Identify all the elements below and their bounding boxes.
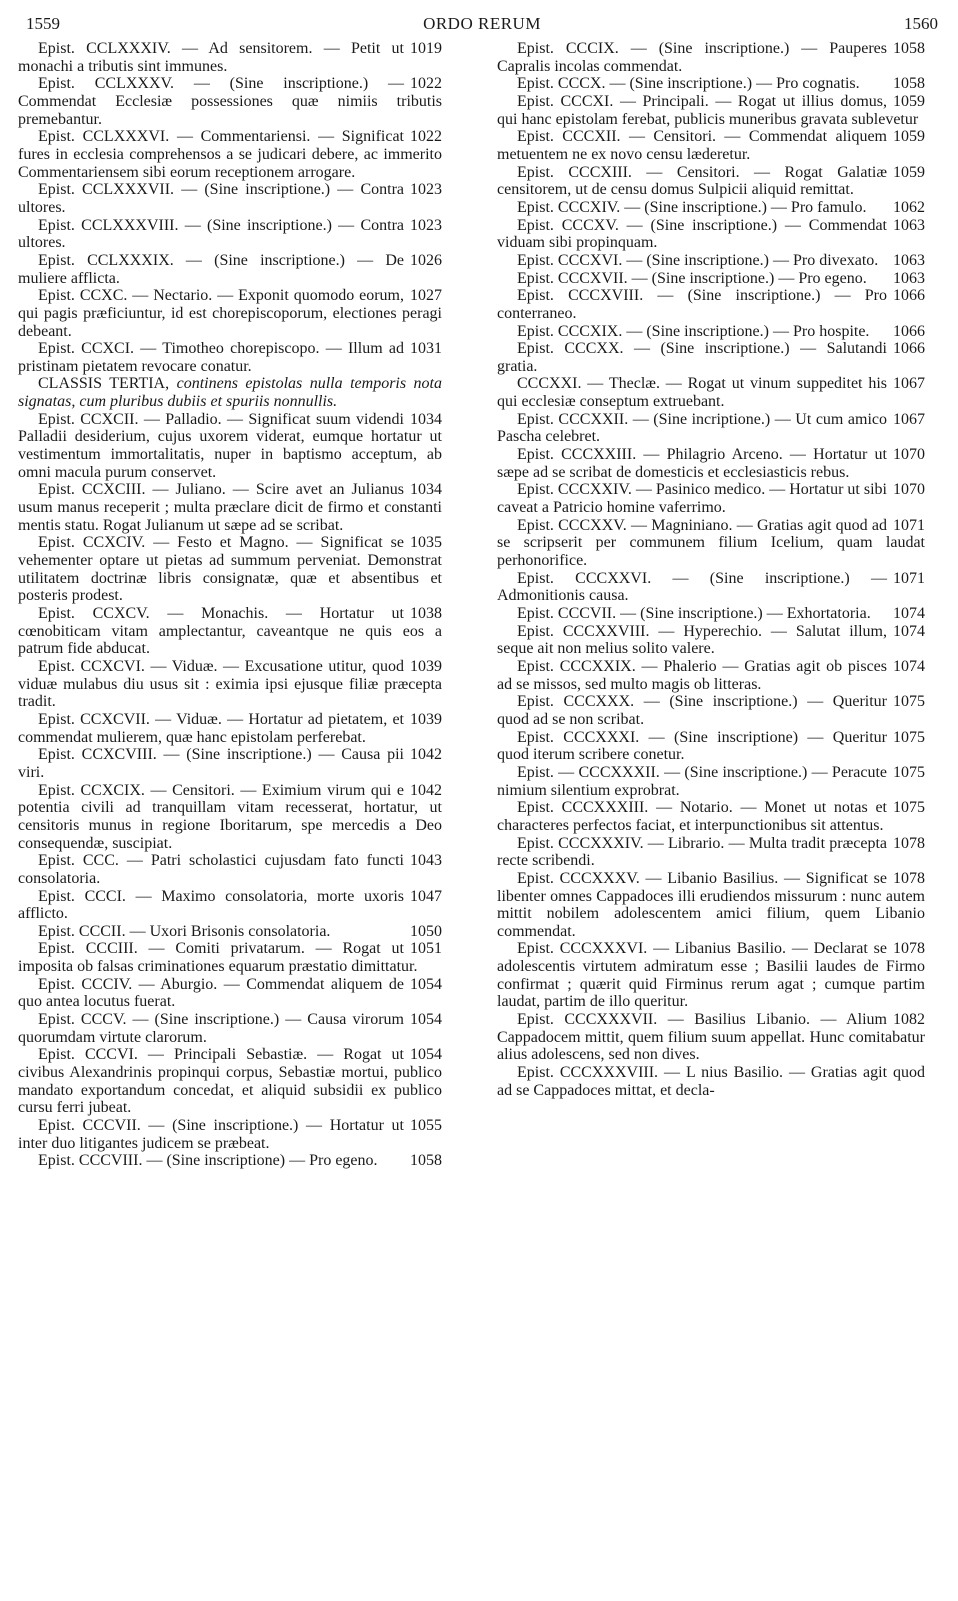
- entry-page-number: 1071: [893, 569, 925, 587]
- index-entry: [18, 1117, 442, 1152]
- entry-page-number: 1054: [410, 1011, 442, 1029]
- entry-text: Epist. CCLXXXV. — (Sine inscriptione.) — Commendat Ecclesiæ possessiones quæ nimiis tributis premebantur.: [18, 75, 442, 128]
- page-number-right: 1560: [904, 14, 938, 33]
- index-entry: [18, 1152, 442, 1170]
- entry-page-number: 1039: [410, 657, 442, 675]
- index-entry: [18, 711, 442, 746]
- entry-page-number: 1059: [893, 163, 925, 181]
- entry-text: Epist. CCLXXXVIII. — (Sine inscriptione.) — Contra ultores.: [18, 216, 404, 252]
- entry-text: Epist. CCCXIII. — Censitori. — Rogat Galatiæ censitorem, ut de censu domus Sulpicii aliquid remittat.: [497, 163, 887, 199]
- entry-page-number: 1067: [893, 410, 925, 428]
- entry-text: Epist. CCCXXVI. — (Sine inscriptione.) — Admonitionis causa.: [497, 569, 887, 605]
- entry-page-number: 1042: [410, 781, 442, 799]
- index-entry: [497, 729, 925, 764]
- entry-text: Epist. CCCVII. — (Sine inscriptione.) — Exhortatoria.: [517, 605, 871, 622]
- entry-text: Epist. CCLXXXIX. — (Sine inscriptione.) — De muliere afflicta.: [18, 251, 404, 287]
- entry-text: Epist. CCCVIII. — (Sine inscriptione) — Pro egeno.: [38, 1152, 378, 1170]
- entry-text: Epist. CCCXXIX. — Phalerio — Gratias agit ob pisces ad se missos, sed multo magis ob litteras.: [497, 657, 887, 693]
- entry-text: Epist. CCCIV. — Aburgio. — Commendat aliquem de quo antea locutus fuerat.: [18, 975, 404, 1011]
- entry-page-number: 1078: [893, 940, 925, 958]
- entry-page-number: 1058: [893, 75, 925, 93]
- entry-page-number: 1038: [410, 605, 442, 622]
- index-entry: [497, 517, 925, 570]
- index-entry: [18, 481, 442, 534]
- entry-text: Epist. CCCXIV. — (Sine inscriptione.) — Pro famulo.: [517, 198, 867, 216]
- entry-page-number: 1059: [893, 128, 925, 146]
- entry-page-number: 1055: [410, 1117, 442, 1135]
- index-entry: [18, 252, 442, 287]
- entry-text: Epist. CCCXVI. — (Sine inscriptione.) — Pro divexato.: [517, 251, 879, 269]
- entry-text: Epist. CCCXI. — Principali. — Rogat ut illius domus, qui hanc epistolam ferebat, publicis muneribus gravata sublevetur: [497, 92, 919, 128]
- index-entry: [497, 693, 925, 728]
- entry-text: Epist. — CCCXXXII. — (Sine inscriptione.) — Peracute nimium silentium exprobrat.: [497, 763, 887, 799]
- index-entry: [18, 75, 442, 128]
- entry-text: Epist. CCLXXXVI. — Commentariensi. — Significat fures in ecclesia comprehensos a se judicari debere, ac immerito Commentariensem sibi eorum receptionem arrogare.: [18, 128, 442, 181]
- entry-text: Epist. CCCXXXI. — (Sine inscriptione) — Queritur quod iterum scribere conetur.: [497, 728, 887, 764]
- entry-page-number: 1075: [893, 763, 925, 781]
- index-entry: [497, 764, 925, 799]
- index-entry: [18, 782, 442, 853]
- entry-page-number: 1062: [893, 198, 925, 216]
- index-entry: [497, 323, 925, 341]
- entry-text: Epist. CCCXXXVII. — Basilius Libanio. — Alium Cappadocem mittit, quem filium suum appellat. Hunc comitabatur alius adolescens, sed non dives.: [497, 1011, 925, 1064]
- index-entry: [18, 852, 442, 887]
- entry-page-number: 1034: [410, 481, 442, 499]
- entry-page-number: 1063: [893, 269, 925, 287]
- entry-text: Epist. CCCIX. — (Sine inscriptione.) — Pauperes Capralis incolas commendat.: [497, 40, 887, 75]
- entry-italic-text: continens epistolas nulla temporis nota signatas, cum pluribus dubiis et spuriis nonnullis.: [18, 375, 443, 411]
- index-entry: [497, 658, 925, 693]
- index-entry: [497, 270, 925, 288]
- index-entry: [497, 870, 925, 941]
- entry-text: Epist. CCXCIII. — Juliano. — Scire avet an Julianus usum manus receperit ; multa præclare dicit de firmo et constanti mentis statu. Rogat Julianum ut sæpe ad se scribat.: [18, 481, 442, 534]
- entry-page-number: 1043: [410, 852, 442, 870]
- index-entry: [497, 1064, 925, 1099]
- entry-text: Epist. CCCXXXV. — Libanio Basilius. — Significat se libenter omnes Cappadoces illi erudiendos missurum : nunc autem mittit nobilem adolescentem amici filium, quem Libanio commendat.: [497, 869, 925, 940]
- entry-text: Epist. CCXCVII. — Viduæ. — Hortatur ad pietatem, et commendat mulierem, quæ hanc epistolam perferebat.: [18, 710, 404, 746]
- page-header: [26, 14, 938, 38]
- index-entry: [497, 199, 925, 217]
- entry-text: Epist. CCXCVI. — Viduæ. — Excusatione utitur, quod viduæ mulabus diu usus sit : eximia ipsi ejusque filiæ præcepta tradit.: [18, 657, 442, 711]
- left-column: [18, 40, 442, 1170]
- index-entry: [18, 375, 442, 410]
- entry-text: Epist. CCC. — Patri scholastici cujusdam fato functi consolatoria.: [18, 852, 404, 887]
- entry-text: Epist. CCCVII. — (Sine inscriptione.) — Hortatur ut inter duo litigantes judicem se præbeat.: [18, 1117, 404, 1152]
- index-entry: [497, 217, 925, 252]
- entry-text: Epist. CCCXV. — (Sine inscriptione.) — Commendat viduam sibi propinquam.: [497, 216, 887, 252]
- entry-text: Epist. CCXCII. — Palladio. — Significat suum videndi Palladii desiderium, cujus uxorem viderat, eumque hortatur ut vestimentum immortalitatis, nuper in baptismo acceptum, ab omni macula purum conservet.: [18, 410, 442, 481]
- entry-page-number: 1022: [410, 75, 442, 93]
- entry-text: CLASSIS TERTIA,: [38, 375, 177, 393]
- entry-text: Epist. CCCXXXVIII. — L nius Basilio. — Gratias agit quod ad se Cappadoces mittat, et decla-: [497, 1064, 925, 1099]
- entry-page-number: 1066: [893, 340, 925, 358]
- index-entry: [18, 340, 442, 375]
- entry-page-number: 1035: [410, 534, 442, 552]
- index-entry: [497, 128, 925, 163]
- entry-page-number: 1078: [893, 869, 925, 887]
- entry-page-number: 1023: [410, 216, 442, 234]
- index-entry: [497, 411, 925, 446]
- entry-text: Epist. CCCXXIV. — Pasinico medico. — Hortatur ut sibi caveat a Patricio homine vaferrimo.: [497, 481, 887, 517]
- index-entry: [497, 1011, 925, 1064]
- entry-text: Epist. CCCXXX. — (Sine inscriptione.) — Queritur quod ad se non scribat.: [497, 693, 887, 728]
- entry-page-number: 1071: [893, 516, 925, 534]
- entry-text: Epist. CCCIII. — Comiti privatarum. — Rogat ut imposita ob falsas criminationes equarum præstatio dimittatur.: [18, 940, 418, 976]
- entry-page-number: 1039: [410, 710, 442, 728]
- index-entry: [18, 923, 442, 941]
- index-entry: [18, 605, 442, 658]
- entry-page-number: 1026: [410, 251, 442, 269]
- entry-page-number: 1058: [410, 1152, 442, 1170]
- index-entry: [497, 835, 925, 870]
- entry-page-number: 1054: [410, 1046, 442, 1064]
- entry-text: Epist. CCCXVIII. — (Sine inscriptione.) — Pro conterraneo.: [497, 287, 887, 322]
- entry-text: Epist. CCCXXV. — Magniniano. — Gratias agit quod ad se scripserit per communem filium Icelium, quam laudat perhonorifice.: [497, 516, 925, 570]
- entry-page-number: 1074: [893, 605, 925, 622]
- entry-page-number: 1070: [893, 481, 925, 499]
- entry-text: Epist. CCCXVII. — (Sine inscriptione.) — Pro egeno.: [517, 269, 867, 287]
- index-entry: [18, 1046, 442, 1117]
- index-entry: [497, 40, 925, 75]
- index-entry: [18, 128, 442, 181]
- entry-page-number: 1019: [410, 40, 442, 57]
- index-entry: [497, 940, 925, 1011]
- entry-text: Epist. CCXC. — Nectario. — Exponit quomodo eorum, qui pagis præficiuntur, id est chorepiscoporum, electiones peragi debeant.: [18, 287, 442, 340]
- entry-page-number: 1027: [410, 287, 442, 305]
- entry-text: Epist. CCCV. — (Sine inscriptione.) — Causa virorum quorumdam virtute clarorum.: [18, 1011, 404, 1046]
- index-entry: [497, 481, 925, 516]
- index-entry: [497, 375, 925, 410]
- entry-text: Epist. CCXCIV. — Festo et Magno. — Significat se vehementer optare ut pietas ad summum perveniat. Demonstrat utilitatem doctrinæ libris consignatæ, quæ et absentibus et posteris prodest.: [18, 534, 442, 605]
- entry-text: Epist. CCCXXVIII. — Hyperechio. — Salutat illum, seque ait non melius solito valere.: [497, 622, 887, 658]
- entry-text: Epist. CCCXXXIII. — Notario. — Monet ut notas et characteres perfectos faciat, et interpunctionibus sit attentus.: [497, 799, 887, 834]
- index-entry: [18, 746, 442, 781]
- entry-text: Epist. CCCXXXIV. — Librario. — Multa tradit præcepta recte scribendi.: [497, 834, 887, 870]
- index-entry: [497, 252, 925, 270]
- entry-text: Epist. CCXCIX. — Censitori. — Eximium virum qui e potentia civili ad tranquillam vitam recesserat, hortatur, ut censitoris munus in regione Iboritarum, spe mercedis a Deo consequendæ, suscipiat.: [18, 781, 442, 852]
- entry-text: Epist. CCCXXIII. — Philagrio Arceno. — Hortatur ut sæpe ad se scribat de domesticis et ecclesiasticis rebus.: [497, 446, 887, 481]
- entry-text: Epist. CCCI. — Maximo consolatoria, morte uxoris afflicto.: [18, 887, 404, 923]
- entry-page-number: 1054: [410, 975, 442, 993]
- index-entry: [18, 411, 442, 482]
- entry-page-number: 1034: [410, 410, 442, 428]
- index-entry: [497, 164, 925, 199]
- entry-page-number: 1066: [893, 322, 925, 340]
- index-entry: [497, 340, 925, 375]
- entry-text: CCCXXI. — Theclæ. — Rogat ut vinum suppeditet his qui ecclesiæ conseptum extruebant.: [497, 375, 887, 411]
- running-title: ORDO RERUM: [423, 14, 541, 33]
- entry-page-number: 1059: [893, 92, 925, 110]
- entry-text: Epist. CCCVI. — Principali Sebastiæ. — Rogat ut civibus Alexandrinis propinqui corpus, Sebastiæ mortui, publico mandato exportandum concedat, et aliquid subsidii ex publico cursu ferri jubeat.: [18, 1046, 442, 1117]
- entry-text: Epist. CCCXIX. — (Sine inscriptione.) — Pro hospite.: [517, 322, 870, 340]
- index-entry: [18, 40, 442, 75]
- index-entry: [497, 446, 925, 481]
- index-entry: [18, 287, 442, 340]
- entry-page-number: 1063: [893, 251, 925, 269]
- entry-text: Epist. CCCXII. — Censitori. — Commendat aliquem metuentem ne ex novo censu læderetur.: [497, 128, 887, 163]
- index-entry: [18, 888, 442, 923]
- entry-page-number: 1023: [410, 181, 442, 199]
- entry-page-number: 1078: [893, 834, 925, 852]
- entry-page-number: 1066: [893, 287, 925, 305]
- entry-text: Epist. CCCII. — Uxori Brisonis consolatoria.: [38, 922, 331, 940]
- index-entry: [18, 181, 442, 216]
- right-column: [497, 40, 925, 1099]
- entry-page-number: 1022: [410, 128, 442, 146]
- entry-text: Epist. CCXCI. — Timotheo chorepiscopo. — Illum ad pristinam pietatem revocare conatur.: [18, 340, 404, 375]
- entry-page-number: 1082: [893, 1011, 925, 1029]
- index-entry: [18, 1011, 442, 1046]
- entry-page-number: 1063: [893, 216, 925, 234]
- entry-text: Epist. CCCXXII. — (Sine incriptione.) — Ut cum amico Pascha celebret.: [497, 410, 887, 446]
- index-entry: [497, 75, 925, 93]
- entry-page-number: 1074: [893, 622, 925, 640]
- index-entry: [18, 976, 442, 1011]
- entry-page-number: 1047: [410, 887, 442, 905]
- index-entry: [18, 534, 442, 605]
- index-entry: [18, 940, 442, 975]
- entry-page-number: 1067: [893, 375, 925, 393]
- entry-page-number: 1075: [893, 728, 925, 746]
- entry-text: Epist. CCCX. — (Sine inscriptione.) — Pro cognatis.: [517, 75, 860, 93]
- index-entry: [497, 799, 925, 834]
- entry-text: Epist. CCCXX. — (Sine inscriptione.) — Salutandi gratia.: [497, 340, 887, 375]
- entry-page-number: 1070: [893, 446, 925, 464]
- entry-page-number: 1050: [410, 922, 442, 940]
- page-number-left: 1559: [26, 14, 60, 33]
- index-entry: [497, 570, 925, 605]
- index-entry: [497, 93, 925, 128]
- entry-page-number: 1075: [893, 799, 925, 817]
- index-entry: [497, 287, 925, 322]
- entry-page-number: 1075: [893, 693, 925, 711]
- entry-text: Epist. CCXCV. — Monachis. — Hortatur ut cœnobiticam vitam amplectantur, caveantque ne quis eos a patrum fide abducat.: [18, 605, 442, 658]
- entry-text: Epist. CCLXXXIV. — Ad sensitorem. — Petit ut monachi a tributis sint immunes.: [18, 40, 404, 75]
- index-entry: [18, 217, 442, 252]
- index-entry: [18, 658, 442, 711]
- index-entry: [497, 623, 925, 658]
- index-entry: [497, 605, 925, 623]
- entry-text: Epist. CCCXXXVI. — Libanius Basilio. — Declarat se adolescentis virtutem admiratum esse ; Basilii laudes de Firmo confirmat ; quærit quid Firminus rerum agat ; cumque partim laudat, partim de illo queritur.: [497, 940, 925, 1011]
- entry-page-number: 1042: [410, 746, 442, 764]
- entry-page-number: 1031: [410, 340, 442, 358]
- entry-page-number: 1058: [893, 40, 925, 57]
- entry-text: Epist. CCXCVIII. — (Sine inscriptione.) — Causa pii viri.: [18, 746, 404, 781]
- entry-text: Epist. CCLXXXVII. — (Sine inscriptione.) — Contra ultores.: [18, 181, 404, 216]
- entry-page-number: 1051: [410, 940, 442, 958]
- entry-page-number: 1074: [893, 657, 925, 675]
